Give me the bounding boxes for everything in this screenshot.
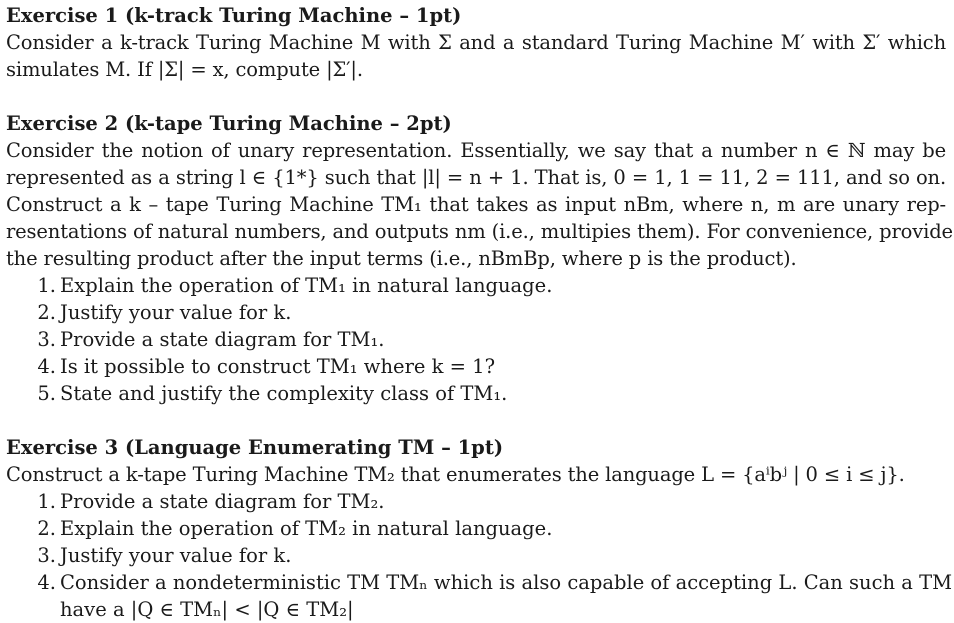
task-number: 5. (37, 382, 56, 405)
task-number: 2. (37, 301, 56, 324)
task-number: 1. (37, 490, 56, 513)
task-text-continuation: have a |Q ∈ TMₙ| < |Q ∈ TM₂| (60, 598, 354, 621)
exercise-2-task-4 (6, 353, 946, 380)
task-text: State and justify the complexity class of TM₁. (60, 382, 508, 405)
task-text: Is it possible to construct TM₁ where k = 1? (60, 355, 496, 378)
exercise-1-line-2: simulates M. If |Σ| = x, compute |Σ′|. (6, 58, 363, 81)
task-text: Provide a state diagram for TM₂. (60, 490, 385, 513)
exercise-3-task-3 (6, 542, 946, 569)
task-number: 4. (37, 571, 56, 594)
exercise-3 (6, 434, 953, 623)
exercise-2-line-1: Consider the notion of unary representation. Essentially, we say that a number n ∈ ℕ may be (6, 139, 946, 162)
task-text: Justify your value for k. (60, 544, 292, 567)
task-text: Justify your value for k. (60, 301, 292, 324)
exercise-3-line-1: Construct a k-tape Turing Machine TM₂ that enumerates the language L = {aⁱbʲ | 0 ≤ i ≤ j}. (6, 463, 905, 486)
exercise-2-line-2: represented as a string l ∈ {1*} such that |l| = n + 1. That is, 0 = 1, 1 = 11, 2 = 111, and so on. (6, 166, 946, 189)
exercise-2-task-list (6, 272, 946, 407)
exercise-2-line-4: resentations of natural numbers, and outputs nm (i.e., multipies them). For convenience, provide (6, 220, 953, 243)
exercise-2-task-1 (6, 272, 946, 299)
exercise-2-task-2 (6, 299, 946, 326)
task-text: Explain the operation of TM₂ in natural language. (60, 517, 553, 540)
exercise-3-task-2 (6, 515, 946, 542)
task-number: 1. (37, 274, 56, 297)
exercise-2-task-5 (6, 380, 946, 407)
exercise-3-task-1 (6, 488, 946, 515)
exercise-2-line-5: the resulting product after the input terms (i.e., nBmBp, where p is the product). (6, 247, 797, 270)
exercise-2-task-3 (6, 326, 946, 353)
task-text: Explain the operation of TM₁ in natural language. (60, 274, 553, 297)
task-text: Consider a nondeterministic TM TMₙ which is also capable of accepting L. Can such a TM (60, 571, 953, 594)
exercise-2-line-3: Construct a k – tape Turing Machine TM₁ that takes as input nBm, where n, m are unary rep- (6, 193, 946, 216)
exercise-1-line-1: Consider a k-track Turing Machine M with Σ and a standard Turing Machine M′ with Σ′ which (6, 31, 946, 54)
exercise-2 (6, 110, 953, 407)
task-number: 3. (37, 328, 56, 351)
task-text: Provide a state diagram for TM₁. (60, 328, 385, 351)
task-number: 4. (37, 355, 56, 378)
exercise-1-heading: Exercise 1 (k-track Turing Machine – 1pt) (6, 4, 462, 27)
task-number: 3. (37, 544, 56, 567)
task-number: 2. (37, 517, 56, 540)
exercise-2-heading: Exercise 2 (k-tape Turing Machine – 2pt) (6, 112, 452, 135)
exercise-3-task-list (6, 488, 953, 623)
exercise-3-heading: Exercise 3 (Language Enumerating TM – 1pt) (6, 436, 504, 459)
exercise-1 (6, 2, 946, 83)
exercise-3-task-4 (6, 569, 953, 623)
